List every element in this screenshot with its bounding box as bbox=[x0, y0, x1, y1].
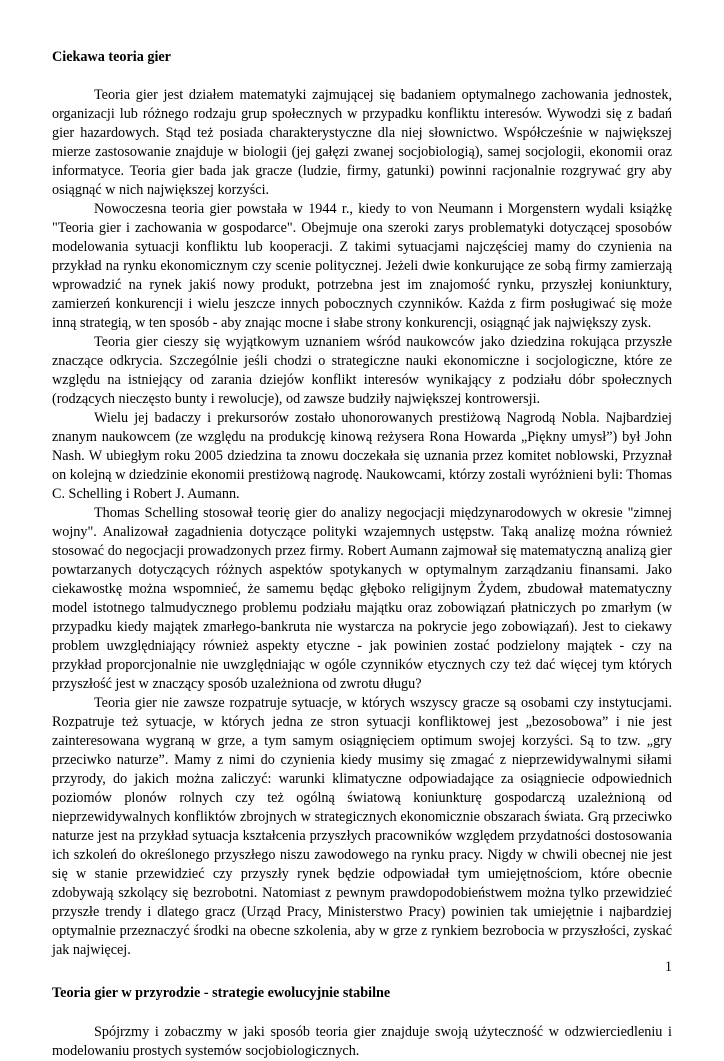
document-page bbox=[52, 48, 672, 1061]
document-title: Ciekawa teoria gier bbox=[52, 49, 171, 65]
paragraph-7: Spójrzmy i zobaczmy w jaki sposób teoria gier znajduje swoją użyteczność w odzwierciedleniu i modelowaniu prostych systemów socjobiologicznych. bbox=[52, 1024, 672, 1059]
paragraph-6: Teoria gier nie zawsze rozpatruje sytuacje, w których wszyscy gracze są osobami czy instytucjami. Rozpatruje też sytuacje, w których jedna ze stron sytuacji konfliktowej jest „bezosobowa” i nie jest zainteresowana wygraną w grze, a tym samym osiągnięciem optimum swojej korzyści. Są to tzw. „gry przeciwko naturze”. Mamy z nimi do czynienia kiedy musimy się zmagać z nieprzewidywalnymi siłami przyrody, do jakich można zaliczyć: warunki klimatyczne odpowiadające za osiągniecie odpowiednich poziomów plonów rolnych czy też ogólną światową koniunkturę gospodarczą uzależnioną od nieprzewidywalnych konfliktów zbrojnych w strategicznych ekonomicznie obszarach świata. Grą przeciwko naturze jest na przykład sytuacja kształcenia przyszłych pracowników względem przydatności dostosowania ich szkoleń do określonego przyszłego niszu zawodowego na rynku pracy. Nigdy w chwili obecnej nie jest się w stanie przewidzieć czy przyszły rynek będzie odpowiadał tym umiejętnościom, które obecnie zdobywają szkolący się bezrobotni. Natomiast z pewnym prawdopodobieństwem można tylko przewidzieć przyszłe trendy i dlatego gracz (Urząd Pracy, Ministerstwo Pracy) powinien tak umiejętnie i najbardziej optymalnie przeznaczyć środki na obecne szkolenia, aby w grze z rynkiem bezrobocia w przyszłości, zyskać jak najwięcej. bbox=[52, 695, 672, 958]
paragraph-1: Teoria gier jest działem matematyki zajmującej się badaniem optymalnego zachowania jednostek, organizacji lub różnego rodzaju grup społecznych w przypadku konfliktu interesów. Wywodzi się z badań gier hazardowych. Stąd też posiada charakterystyczne dla niej słownictwo. Współcześnie w największej mierze zastosowanie znajduje w biologii (jej gałęzi zwanej socjobiologią), samej socjologii, ekonomii oraz informatyce. Teoria gier bada jak gracze (ludzie, firmy, gatunki) powinni racjonalnie rozgrywać gry aby osiągnąć w nich największej korzyści. bbox=[52, 87, 672, 198]
paragraph-5: Thomas Schelling stosował teorię gier do analizy negocjacji międzynarodowych w okresie "zimnej wojny". Analizował zagadnienia dotyczące polityki wzajemnych ustępstw. Taką analizę można również stosować do negocjacji prowadzonych przez firmy. Robert Aumann zajmował się matematyczną analizą gier powtarzanych dotyczących różnych aspektów spotykanych w optymalnym zarządzaniu finansami. Jako ciekawostkę można wspomnieć, że samemu będąc głęboko religijnym Żydem, zbudował matematyczny model istotnego talmudycznego problemu podziału majątku oraz zobowiązań płatniczych po zmarłym (w przypadku kiedy majątek zmarłego-bankruta nie wystarcza na pokrycie jego zobowiązań). Jest to ciekawy problem uwzględniający również aspekty etyczne - jak powinien zostać podzielony majątek - czy na przykład proporcjonalnie nie uwzględniając w ogóle czynników etycznych czy też dać więcej tym których przyszłość jest w znaczący sposób uzależniona od zwrotu długu? bbox=[52, 505, 672, 692]
paragraph-2: Nowoczesna teoria gier powstała w 1944 r., kiedy to von Neumann i Morgenstern wydali książkę "Teoria gier i zachowania w gospodarce". Obejmuje ona szeroki zarys problematyki dotyczącej sposobów modelowania sytuacji konfliktu lub kooperacji. Z takimi sytuacjami najczęściej mamy do czynienia na przykład na rynku ekonomicznym czy scenie politycznej. Jeżeli dwie konkurujące ze sobą firmy zamierzają wprowadzić na rynek jakiś nowy produkt, potrzebna jest im znajomość rynku, przyszłej koniunktury, zamierzeń konkurencji i wielu jeszcze innych pobocznych czynników. Każda z firm posługiwać się może inną strategią, w ten sposób - aby znając mocne i słabe strony konkurencji, osiągnąć jak największy zysk. bbox=[52, 201, 672, 331]
paragraph-3: Teoria gier cieszy się wyjątkowym uznaniem wśród naukowców jako dziedzina rokująca przyszłe znaczące odkrycia. Szczególnie jeśli chodzi o strategiczne nauki ekonomiczne i socjologiczne, które ze względu na istniejący od zarania dziejów konflikt interesów wynikający z podziału dóbr społecznych (rodzących nieczęsto bunty i rewolucje), od zawsze budziły największej kontrowersji. bbox=[52, 334, 672, 407]
paragraph-4: Wielu jej badaczy i prekursorów zostało uhonorowanych prestiżową Nagrodą Nobla. Najbardziej znanym naukowcem (ze względu na produkcję kinową reżysera Rona Howarda „Piękny umysł”) był John Nash. W ubiegłym roku 2005 dziedzina ta znowu doczekała się uznania przez komitet noblowski, Przyznał on kolejną w dziedzinie ekonomii prestiżową nagrodę. Naukowcami, którzy zostali wyróżnieni byli: Thomas C. Schelling i Robert J. Aumann. bbox=[52, 410, 672, 502]
section-heading: Teoria gier w przyrodzie - strategie ewolucyjnie stabilne bbox=[52, 985, 391, 1001]
page-number: 1 bbox=[664, 959, 672, 975]
